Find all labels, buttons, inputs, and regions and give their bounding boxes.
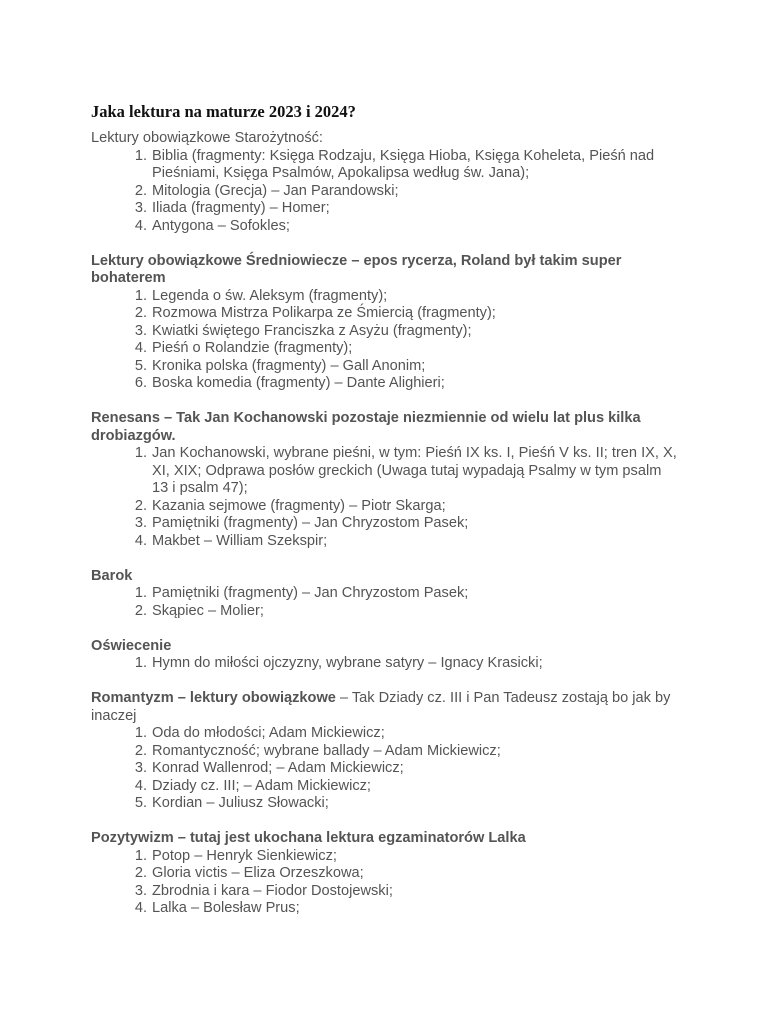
section-list bbox=[91, 655, 681, 673]
list-item bbox=[134, 305, 681, 323]
section-list bbox=[91, 148, 681, 236]
list-item-number: 2. bbox=[134, 742, 147, 759]
section-list bbox=[91, 725, 681, 813]
list-item-text: Hymn do miłości ojczyzny, wybrane satyry – Ignacy Krasicki; bbox=[152, 655, 543, 671]
list-item-text: Legenda o św. Aleksym (fragmenty); bbox=[152, 287, 388, 304]
list-item-number: 3. bbox=[134, 882, 147, 899]
list-item bbox=[134, 900, 681, 918]
list-item bbox=[134, 655, 681, 673]
list-item-number: 4. bbox=[134, 532, 147, 549]
list-item-number: 1. bbox=[134, 445, 147, 461]
list-item-text: Pieśń o Rolandzie (fragmenty); bbox=[152, 340, 353, 356]
list-item bbox=[134, 602, 681, 621]
list-item bbox=[134, 777, 681, 796]
list-item bbox=[134, 217, 681, 236]
list-item-number: 2. bbox=[134, 182, 147, 199]
list-item bbox=[134, 795, 681, 813]
list-item-number: 5. bbox=[134, 795, 147, 811]
section-list bbox=[91, 585, 681, 620]
list-item-number: 3. bbox=[134, 760, 147, 776]
section-heading bbox=[91, 568, 681, 586]
list-item-number: 4. bbox=[134, 777, 147, 794]
section-heading bbox=[91, 830, 681, 848]
list-item-text: Dziady cz. III; – Adam Mickiewicz; bbox=[152, 777, 371, 794]
list-item bbox=[134, 445, 681, 498]
section-heading bbox=[91, 410, 681, 445]
list-item-text: Oda do młodości; Adam Mickiewicz; bbox=[152, 725, 385, 741]
section-heading bbox=[91, 253, 681, 288]
list-item-text: Iliada (fragmenty) – Homer; bbox=[152, 200, 330, 216]
list-item-number: 4. bbox=[134, 900, 147, 916]
document-page bbox=[91, 102, 681, 935]
list-item-number: 1. bbox=[134, 287, 147, 304]
section-heading-bold: Lektury obowiązkowe Średniowiecze – epos rycerza, Roland był takim super bohaterem bbox=[91, 252, 622, 286]
list-item bbox=[134, 147, 681, 183]
list-item-text: Boska komedia (fragmenty) – Dante Alighieri; bbox=[152, 375, 445, 391]
list-item-text: Antygona – Sofokles; bbox=[152, 217, 290, 234]
section-4 bbox=[91, 638, 681, 673]
list-item-text: Makbet – William Szekspir; bbox=[152, 532, 328, 549]
list-item bbox=[134, 200, 681, 218]
list-item bbox=[134, 532, 681, 551]
list-item bbox=[134, 515, 681, 533]
list-item bbox=[134, 760, 681, 778]
list-item-number: 3. bbox=[134, 515, 147, 531]
section-heading bbox=[91, 638, 681, 656]
list-item-number: 1. bbox=[134, 725, 147, 741]
list-item-text: Kronika polska (fragmenty) – Gall Anonim; bbox=[152, 357, 426, 374]
list-item-text: Konrad Wallenrod; – Adam Mickiewicz; bbox=[152, 760, 404, 776]
section-heading-bold: Romantyzm – lektury obowiązkowe bbox=[91, 690, 336, 706]
sections-container bbox=[91, 130, 681, 918]
list-item bbox=[134, 357, 681, 376]
list-item-number: 1. bbox=[134, 847, 147, 864]
list-item-number: 6. bbox=[134, 375, 147, 391]
list-item-text: Zbrodnia i kara – Fiodor Dostojewski; bbox=[152, 882, 393, 899]
list-item bbox=[134, 182, 681, 201]
section-list bbox=[91, 288, 681, 393]
list-item-text: Biblia (fragmenty: Księga Rodzaju, Księga Hioba, Księga Koheleta, Pieśń nad Pieśniami, Księga Psalmów, Apokalipsa według św. Jana); bbox=[152, 147, 655, 181]
section-heading-bold: Barok bbox=[91, 567, 133, 584]
section-heading-bold: Pozytywizm – tutaj jest ukochana lektura egzaminatorów Lalka bbox=[91, 830, 526, 846]
section-heading-bold: Oświecenie bbox=[91, 637, 172, 654]
list-item bbox=[134, 882, 681, 901]
section-list bbox=[91, 848, 681, 918]
list-item bbox=[134, 322, 681, 341]
list-item-text: Jan Kochanowski, wybrane pieśni, w tym: Pieśń IX ks. I, Pieśń V ks. II; tren IX, X, XI, XIX; Odprawa posłów greckich (Uwaga tutaj wypadają Psalmy w tym psalm 13 i psalm 47); bbox=[152, 445, 677, 496]
list-item-number: 2. bbox=[134, 497, 147, 514]
list-item bbox=[134, 375, 681, 393]
list-item-text: Romantyczność; wybrane ballady – Adam Mickiewicz; bbox=[152, 742, 501, 759]
list-item-number: 3. bbox=[134, 200, 147, 216]
list-item bbox=[134, 742, 681, 761]
section-2 bbox=[91, 410, 681, 550]
list-item-text: Potop – Henryk Sienkiewicz; bbox=[152, 847, 337, 864]
section-heading-bold: Renesans – Tak Jan Kochanowski pozostaje niezmiennie od wielu lat plus kilka drobiazgów. bbox=[91, 410, 641, 444]
list-item-number: 5. bbox=[134, 357, 147, 374]
list-item-text: Kordian – Juliusz Słowacki; bbox=[152, 795, 329, 811]
list-item-number: 4. bbox=[134, 217, 147, 234]
list-item-number: 2. bbox=[134, 602, 147, 619]
list-item-text: Gloria victis – Eliza Orzeszkowa; bbox=[152, 865, 364, 881]
list-item bbox=[134, 725, 681, 743]
section-6 bbox=[91, 830, 681, 918]
list-item-text: Kwiatki świętego Franciszka z Asyżu (fragmenty); bbox=[152, 322, 472, 339]
section-5 bbox=[91, 690, 681, 813]
list-item-number: 1. bbox=[134, 585, 147, 601]
list-item-number: 4. bbox=[134, 340, 147, 356]
list-item bbox=[134, 585, 681, 603]
section-heading-text: Lektury obowiązkowe Starożytność: bbox=[91, 130, 323, 146]
list-item-number: 1. bbox=[134, 655, 147, 671]
section-heading bbox=[91, 130, 681, 148]
list-item bbox=[134, 340, 681, 358]
list-item-number: 2. bbox=[134, 865, 147, 881]
list-item-text: Lalka – Bolesław Prus; bbox=[152, 900, 300, 916]
list-item-text: Rozmowa Mistrza Polikarpa ze Śmiercią (fragmenty); bbox=[152, 305, 496, 321]
list-item-text: Mitologia (Grecja) – Jan Parandowski; bbox=[152, 182, 399, 199]
list-item-text: Pamiętniki (fragmenty) – Jan Chryzostom Pasek; bbox=[152, 515, 469, 531]
list-item-text: Kazania sejmowe (fragmenty) – Piotr Skarga; bbox=[152, 497, 446, 514]
list-item bbox=[134, 497, 681, 516]
list-item-number: 2. bbox=[134, 305, 147, 321]
section-0 bbox=[91, 130, 681, 235]
list-item bbox=[134, 847, 681, 866]
document-title: Jaka lektura na maturze 2023 i 2024? bbox=[91, 102, 356, 121]
list-item-text: Pamiętniki (fragmenty) – Jan Chryzostom Pasek; bbox=[152, 585, 469, 601]
list-item bbox=[134, 865, 681, 883]
section-list bbox=[91, 445, 681, 550]
list-item bbox=[134, 287, 681, 306]
list-item-number: 1. bbox=[134, 147, 147, 164]
list-item-number: 3. bbox=[134, 322, 147, 339]
list-item-text: Skąpiec – Molier; bbox=[152, 602, 264, 619]
section-1 bbox=[91, 253, 681, 393]
section-heading bbox=[91, 690, 681, 725]
section-heading-text: – Tak Dziady cz. III i Pan Tadeusz zostają bo jak by inaczej bbox=[91, 690, 671, 724]
section-3 bbox=[91, 568, 681, 621]
